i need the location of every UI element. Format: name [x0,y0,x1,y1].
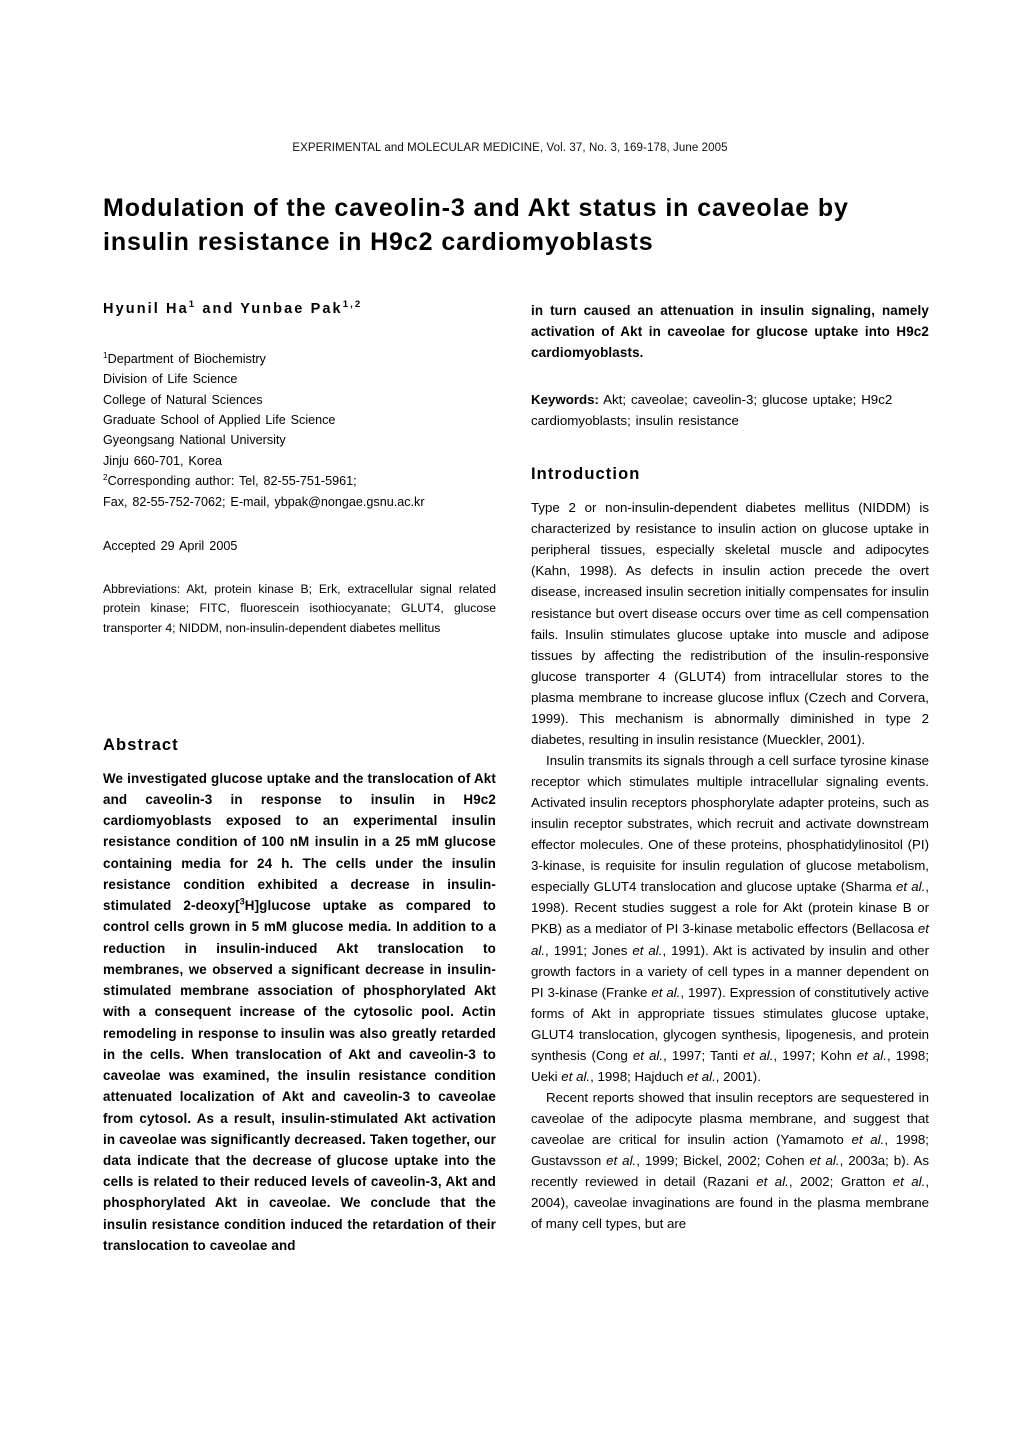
tritium-superscript: 3 [239,896,245,907]
intro-p3-seg: , 1998; Gustavsson [531,1132,930,1169]
introduction-body [531,497,929,1234]
citation-et-al: et al. [632,942,663,958]
affiliation-line [103,369,496,389]
corresponding-contact-line [103,492,496,512]
intro-p3-seg: , 1999; Bickel, 2002; Cohen [636,1153,810,1169]
affiliation-line [103,349,496,369]
abstract-continuation: in turn caused an attenuation in insulin signaling, namely activation of Akt in caveolae for glucose uptake into H9c2 cardiomyoblasts. [531,303,929,361]
intro-p2-seg: , 1997). Expression of constitutively active forms of Akt in appropriate tissues stimulates glucose uptake, GLUT4 translocation, glycogen synthesis, lipogenesis, and protein synthesis (Cong [531,984,930,1063]
intro-p2-seg: , 1998; Hajduch [590,1068,687,1084]
accepted-date: Accepted 29 April 2005 [103,538,238,553]
affiliation-line [103,410,496,430]
intro-p3-seg: , 2003a; b). As recently reviewed in detail (Razani [531,1153,930,1190]
corresponding-author-text: Corresponding author: Tel, 82-55-751-5961; [107,474,357,489]
citation-et-al: et al. [809,1153,840,1169]
citation-et-al: et al. [686,1068,716,1084]
citation-et-al: et al. [895,879,926,895]
intro-p2-seg: , 1991). Akt is activated by insulin and other growth factors in a variety of cell types in a manner dependent on PI 3-kinase (Franke [531,942,929,1000]
intro-p2-seg: , 1997; Kohn [773,1047,857,1063]
affiliation-line-text: Division of Life Science [103,372,238,387]
affiliation-marker-1: 1 [103,349,108,360]
journal-running-head: EXPERIMENTAL and MOLECULAR MEDICINE, Vol. 37, No. 3, 169-178, June 2005 [292,142,728,154]
page-title [103,192,933,259]
citation-et-al: et al. [856,1047,887,1063]
intro-p2-seg: , 1997; Tanti [663,1047,744,1063]
affiliation-marker-2: 2 [103,472,108,482]
keywords-label: Keywords: [531,391,599,407]
affiliation-line [103,430,496,450]
abstract-heading: Abstract [103,735,179,754]
two-column-body [0,300,1020,1360]
keywords-line [531,389,929,432]
citation-et-al: et al. [531,921,929,958]
abstract-part-1: We investigated glucose uptake and the translocation of Akt and caveolin-3 in response to insulin in H9c2 cardiomyoblasts exposed to an experimental insulin resistance condition of 100 nM insulin in a 25 mM glucose containing media for 24 h. The cells under the insulin resistance condition exhibited a decrease in insulin-stimulated 2-deoxy[ [103,770,496,914]
title-block [103,192,933,259]
left-column [103,300,496,1256]
right-column [531,300,929,1234]
affiliation-line-text: Department of Biochemistry [107,351,266,366]
author-list [103,300,496,319]
affiliation-line-text: Gyeongsang National University [103,433,286,448]
abstract-text [103,768,496,1256]
citation-et-al: et al. [632,1047,664,1063]
title-line-1: Modulation of the caveolin-3 and Akt status in caveolae by [103,194,849,222]
intro-p3-seg: , 2002; Gratton [788,1174,893,1190]
intro-p2-seg: , 1998; Ueki [531,1047,930,1084]
affiliation-line [103,451,496,471]
intro-paragraph-1: Type 2 or non-insulin-dependent diabetes mellitus (NIDDM) is characterized by resistance to insulin action on glucose uptake in peripheral tissues, especially skeletal muscle and adipocytes (Kahn, 1998). As defects in insulin action precede the overt disease, increased insulin secretion initially compensates for insulin resistance but overt disease occurs over time as cell compensation fails. Insulin stimulates glucose uptake into muscle and adipose tissues by affecting the redistribution of the insulin-responsive glucose transporter 4 (GLUT4) from intracellular stores to the plasma membrane to increase glucose influx (Czech and Corvera, 1999). This mechanism is abnormally diminished in type 2 diabetes, resulting in insulin resistance (Mueckler, 2001). [531,500,929,747]
citation-et-al: et al. [743,1047,774,1063]
intro-p3-seg: , 2004), caveolae invaginations are found in the plasma membrane of many cell types, but are [531,1174,930,1232]
keywords-value: Akt; caveolae; caveolin-3; glucose uptake; H9c2 cardiomyoblasts; insulin resistance [531,391,893,428]
affiliation-block [103,349,496,512]
citation-et-al: et al. [561,1068,591,1084]
intro-p2-seg: Insulin transmits its signals through a cell surface tyrosine kinase receptor which stimulates multiple intracellular signaling events. Activated insulin receptors phosphorylate adapter proteins, such as insulin receptor substrates, which recruit and activate downstream effector molecules. One of these proteins, phosphatidylinositol (PI) 3-kinase, is requisite for insulin regulation of glucose metabolism, especially GLUT4 translocation and glucose uptake (Sharma [531,752,929,895]
author-1-affil-marker: 1 [188,299,197,311]
affiliation-line-text: Graduate School of Applied Life Science [103,413,336,428]
intro-p2-seg: , 2001). [715,1068,761,1084]
affiliation-line-text: Jinju 660-701, Korea [103,453,223,468]
intro-p2-seg: , 1991; Jones [545,942,633,958]
intro-paragraph-3 [531,1087,929,1234]
affiliation-line-text: College of Natural Sciences [103,392,263,407]
author-conjunction: and [196,301,241,317]
title-line-2: insulin resistance in H9c2 cardiomyoblasts [103,227,654,256]
abstract-part-2: H]glucose uptake as compared to control cells grown in 5 mM glucose media. In addition to a reduction in insulin-induced Akt translocation to membranes, we observed a significant decrease in insulin-stimulated membrane association of phosphorylated Akt with a consequent increase of the cytosolic pool. Actin remodeling in response to insulin was also greatly retarded in the cells. When translocation of Akt and caveolin-3 to caveolae was examined, the insulin resistance condition attenuated localization of Akt and caveolin-3 to caveolae from cytosol. As a result, insulin-stimulated Akt activation in caveolae was significantly decreased. Taken together, our data indicate that the decrease of glucose uptake into the cells is related to their reduced levels of caveolin-3, Akt and phosphorylated Akt in caveolae. We conclude that the insulin resistance condition induced the retardation of their translocation to caveolae and [103,898,497,1253]
citation-et-al: et al. [892,1174,926,1190]
abbreviations-note: Abbreviations: Akt, protein kinase B; Erk, extracellular signal related protein kinase; FITC, fluorescein isothiocyanate; GLUT4, glucose transporter 4; NIDDM, non-insulin-dependent diabetes mellitus [103,581,496,635]
corresponding-author-line [103,471,496,491]
citation-et-al: et al. [851,1132,885,1148]
author-name-1: Hyunil Ha [103,301,189,317]
corresponding-contact-text: Fax, 82-55-752-7062; E-mail, ybpak@nongae.gsnu.ac.kr [103,494,425,509]
intro-p3-seg: Recent reports showed that insulin receptors are sequestered in caveolae of the adipocyte plasma membrane, and suggest that caveolae are critical for insulin action (Yamamoto [531,1089,929,1148]
intro-p2-seg: , 1998). Recent studies suggest a role for Akt (protein kinase B or PKB) as a mediator of PI 3-kinase metabolic effectors (Bellacosa [531,879,929,937]
citation-et-al: et al. [756,1174,789,1190]
citation-et-al: et al. [606,1153,637,1169]
author-2-affil-marker: 1,2 [342,299,363,311]
abstract-section [103,736,496,1256]
introduction-heading: Introduction [531,465,641,484]
citation-et-al: et al. [651,984,681,1000]
affiliation-line [103,390,496,410]
author-name-2: Yunbae Pak [240,301,343,317]
intro-paragraph-2 [531,750,929,1087]
